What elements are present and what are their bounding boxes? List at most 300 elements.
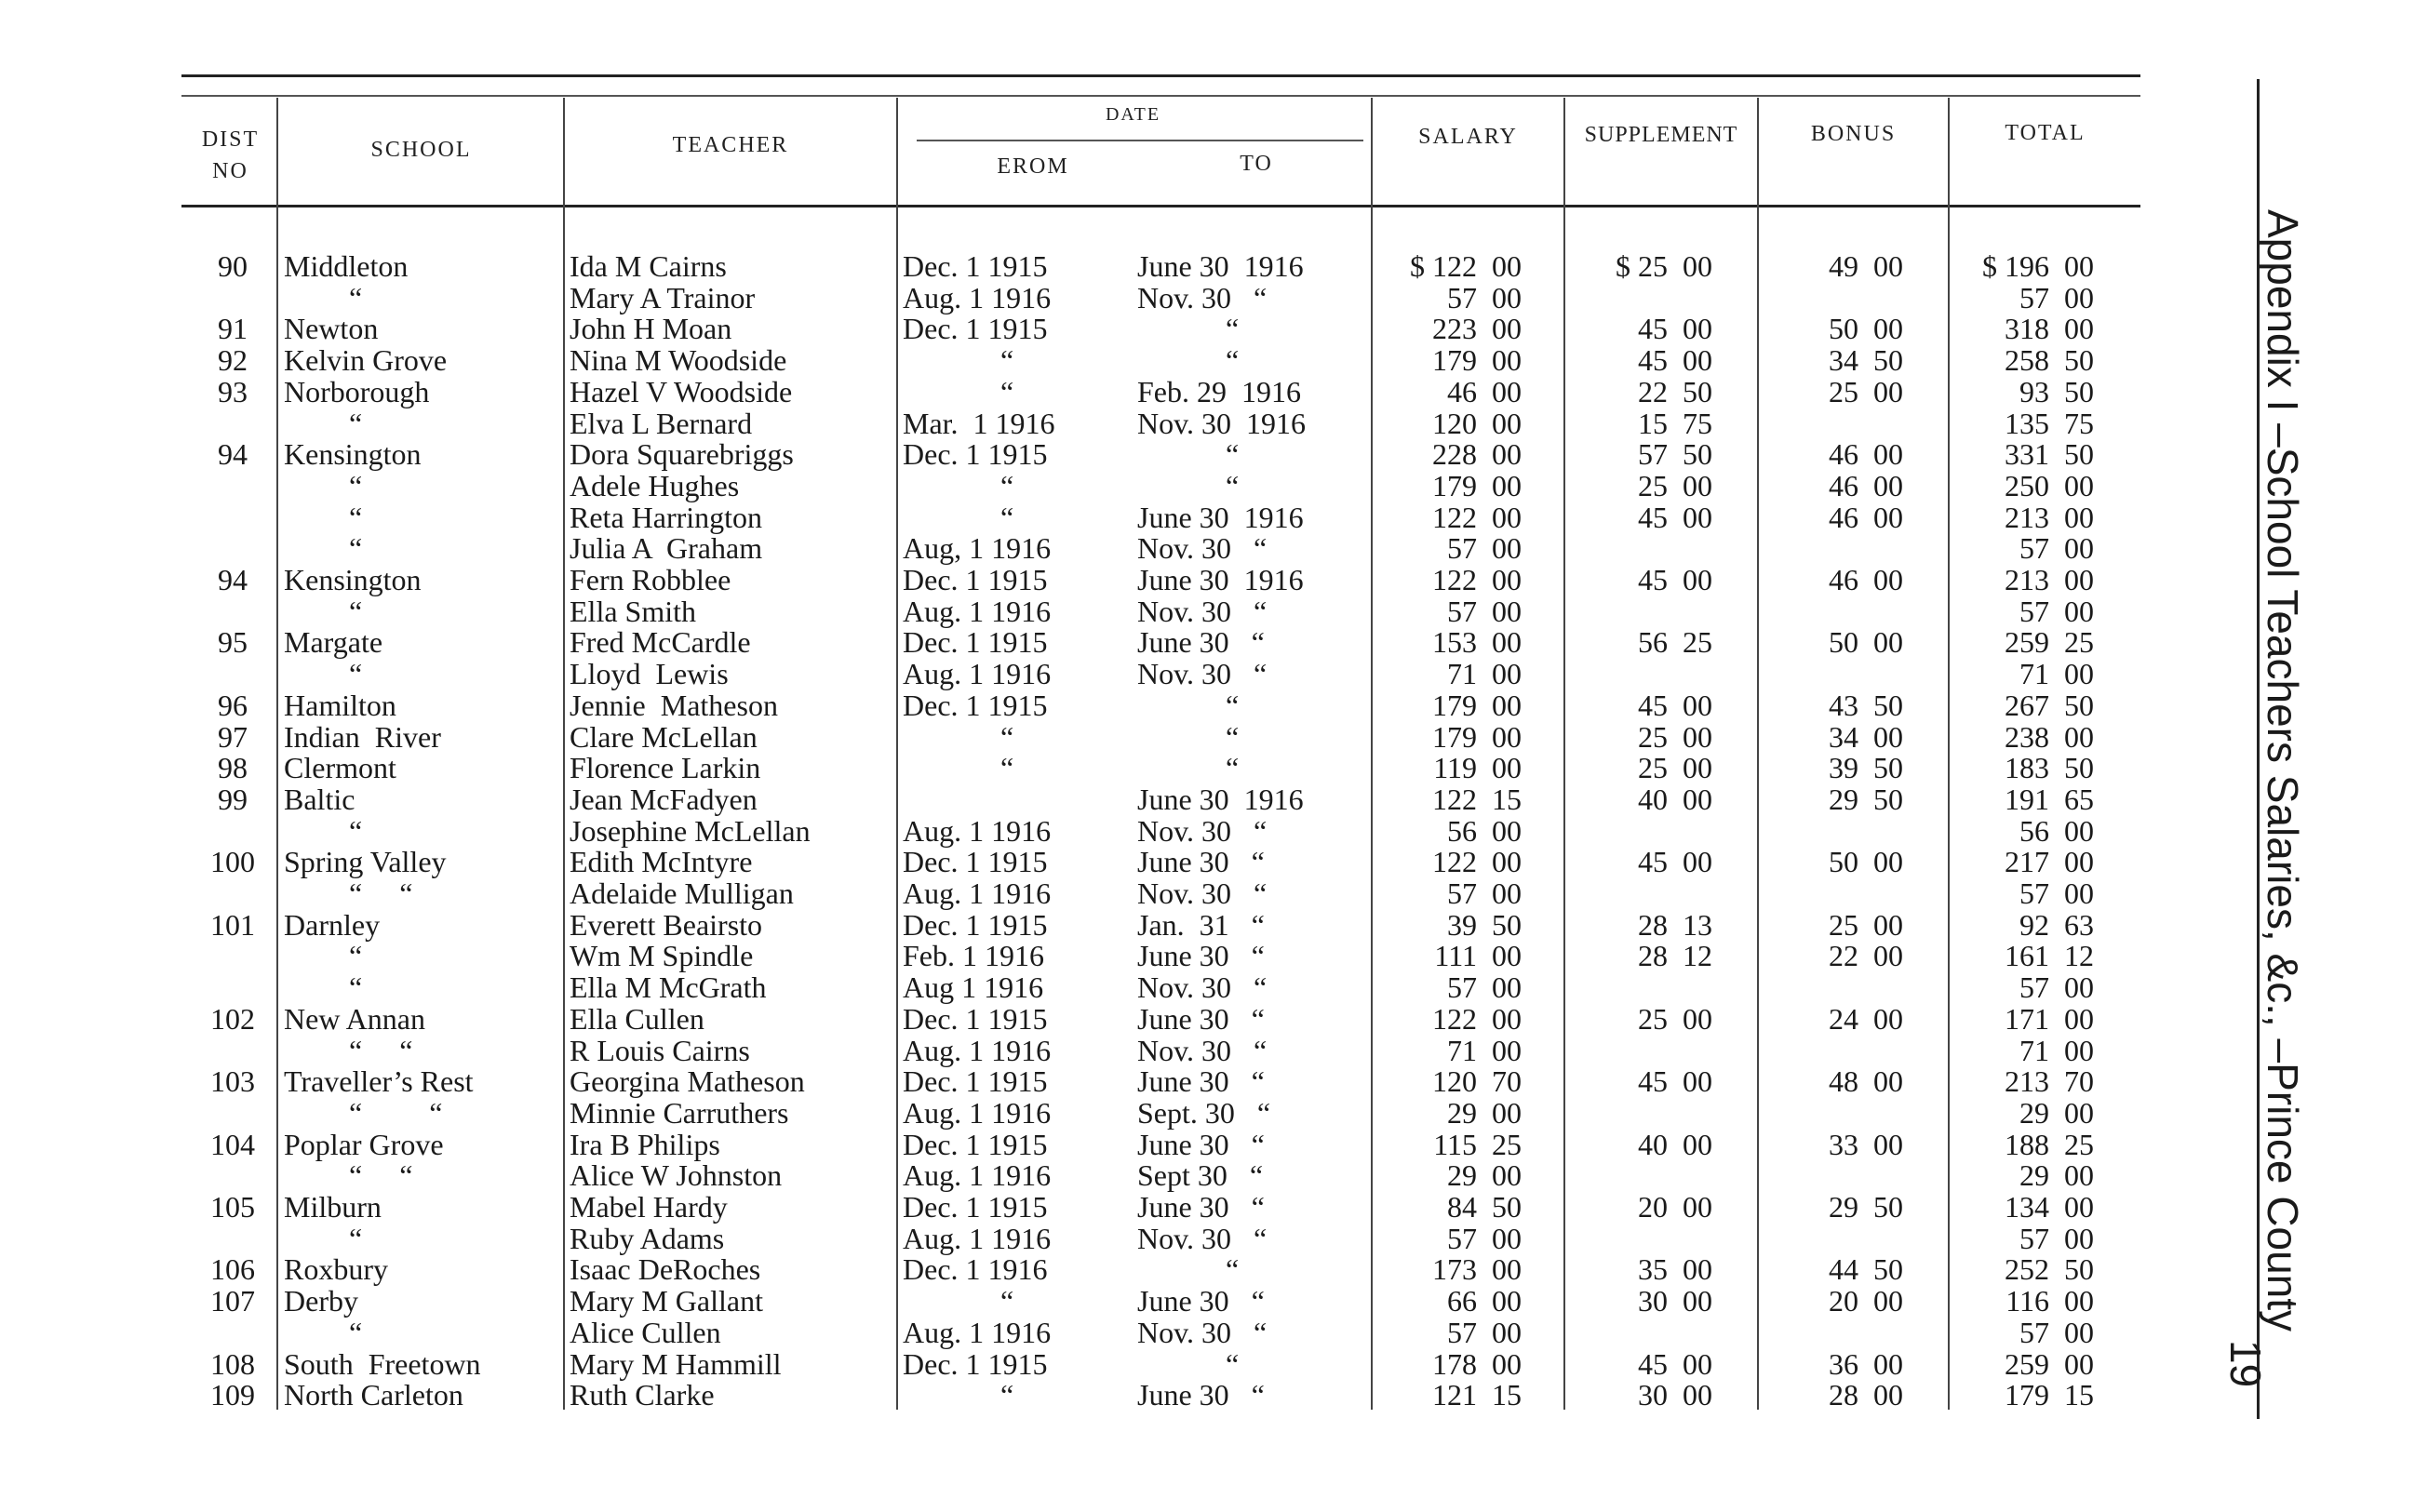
supplement-cell: 25 00 (1638, 719, 1712, 754)
supplement-cell: 30 00 (1638, 1378, 1712, 1412)
total-cell: 171 00 (2005, 1001, 2094, 1036)
dist-cell: 92 (218, 343, 248, 378)
total-cell: 57 00 (2019, 594, 2094, 628)
supplement-cell: 45 00 (1638, 1064, 1712, 1099)
header-total: TOTAL (2005, 121, 2086, 145)
from-date-cell: Dec. 1 1916 (903, 1252, 1048, 1287)
bonus-cell: 33 00 (1829, 1127, 1903, 1161)
dist-cell: 96 (218, 688, 248, 722)
bonus-cell: 49 00 (1829, 249, 1903, 283)
total-cell: 57 00 (2019, 1315, 2094, 1349)
teacher-cell: John H Moan (570, 312, 732, 346)
school-cell: Spring Valley (284, 845, 447, 879)
total-cell: 238 00 (2005, 719, 2094, 754)
total-cell: 213 00 (2005, 500, 2094, 534)
to-date-cell: Nov. 30 “ (1137, 1033, 1268, 1067)
dist-cell: 100 (210, 845, 255, 879)
dist-cell: 104 (210, 1127, 255, 1161)
total-cell: 161 12 (2005, 939, 2094, 973)
from-date-cell: Dec. 1 1915 (903, 437, 1048, 472)
school-cell: “ (349, 1221, 363, 1255)
from-date-cell: Dec. 1 1915 (903, 249, 1048, 283)
from-date-cell: “ (1000, 1378, 1014, 1412)
total-cell: 250 00 (2005, 468, 2094, 502)
header-salary: SALARY (1418, 125, 1518, 149)
header-supplement: SUPPLEMENT (1584, 123, 1738, 147)
school-cell: “ (349, 594, 363, 628)
from-date-cell: Aug. 1 1916 (903, 813, 1052, 848)
school-cell: Milburn (284, 1190, 382, 1224)
total-cell: 258 50 (2005, 343, 2094, 378)
bonus-cell: 29 50 (1829, 1190, 1903, 1224)
dist-cell: 108 (210, 1346, 255, 1381)
total-cell: 57 00 (2019, 1221, 2094, 1255)
school-cell: Traveller’s Rest (284, 1064, 474, 1099)
teacher-cell: Adelaide Mulligan (570, 876, 794, 910)
to-date-cell: Nov. 30 “ (1137, 594, 1268, 628)
bonus-cell: 50 00 (1829, 625, 1903, 660)
total-cell: 29 00 (2019, 1158, 2094, 1193)
school-cell: “ (349, 1315, 363, 1349)
total-cell: $ 196 00 (1982, 249, 2094, 283)
total-cell: 259 25 (2005, 625, 2094, 660)
to-date-cell: “ (1226, 312, 1240, 346)
salary-cell: 178 00 (1432, 1346, 1522, 1381)
bonus-cell: 20 00 (1829, 1284, 1903, 1318)
total-cell: 267 50 (2005, 688, 2094, 722)
to-date-cell: June 30 “ (1137, 1190, 1265, 1224)
supplement-cell: 20 00 (1638, 1190, 1712, 1224)
teacher-cell: Adele Hughes (570, 468, 740, 502)
supplement-cell: $ 25 00 (1616, 249, 1712, 283)
from-date-cell: Aug 1 1916 (903, 970, 1044, 1005)
salary-cell: 120 00 (1432, 406, 1522, 440)
to-date-cell: June 30 “ (1137, 845, 1265, 879)
salary-cell: 71 00 (1447, 1033, 1522, 1067)
school-cell: “ (349, 939, 363, 973)
to-date-cell: “ (1226, 468, 1240, 502)
teacher-cell: Ella Smith (570, 594, 696, 628)
bonus-cell: 28 00 (1829, 1378, 1903, 1412)
supplement-cell: 22 50 (1638, 374, 1712, 408)
supplement-cell: 45 00 (1638, 1346, 1712, 1381)
to-date-cell: June 30 1916 (1137, 782, 1304, 816)
to-date-cell: Nov. 30 “ (1137, 657, 1268, 691)
teacher-cell: Mary A Trainor (570, 280, 756, 314)
to-date-cell: June 30 1916 (1137, 563, 1304, 596)
salary-cell: 119 00 (1433, 751, 1522, 785)
salary-cell: 122 00 (1432, 500, 1522, 534)
teacher-cell: Elva L Bernard (570, 406, 753, 440)
to-date-cell: June 30 “ (1137, 1284, 1265, 1318)
teacher-cell: Dora Squarebriggs (570, 437, 794, 472)
col-sep-1 (276, 98, 278, 1410)
salary-cell: 57 00 (1447, 594, 1522, 628)
col-sep-5 (1563, 98, 1565, 1410)
total-cell: 93 50 (2019, 374, 2094, 408)
teacher-cell: Hazel V Woodside (570, 374, 793, 408)
dist-cell: 98 (218, 751, 248, 785)
from-date-cell: Dec. 1 1915 (903, 312, 1048, 346)
to-date-cell: Nov. 30 1916 (1137, 406, 1307, 440)
bonus-cell: 25 00 (1829, 907, 1903, 942)
teacher-cell: Ella Cullen (570, 1001, 704, 1036)
teacher-cell: Everett Beairsto (570, 907, 763, 942)
total-cell: 183 50 (2005, 751, 2094, 785)
bonus-cell: 46 00 (1829, 468, 1903, 502)
to-date-cell: June 30 “ (1137, 1378, 1265, 1412)
total-cell: 135 75 (2005, 406, 2094, 440)
from-date-cell: Dec. 1 1915 (903, 1190, 1048, 1224)
school-cell: “ “ (349, 876, 413, 910)
school-cell: Middleton (284, 249, 409, 283)
salary-cell: 179 00 (1432, 468, 1522, 502)
teacher-cell: Minnie Carruthers (570, 1095, 789, 1130)
salary-cell: 228 00 (1432, 437, 1522, 472)
teacher-cell: R Louis Cairns (570, 1033, 750, 1067)
to-date-cell: “ (1226, 751, 1240, 785)
dist-cell: 90 (218, 249, 248, 283)
total-cell: 252 50 (2005, 1252, 2094, 1287)
col-sep-7 (1948, 98, 1950, 1410)
to-date-cell: Nov. 30 “ (1137, 531, 1268, 566)
bonus-cell: 25 00 (1829, 374, 1903, 408)
col-sep-6 (1757, 98, 1759, 1410)
salary-cell: 120 70 (1432, 1064, 1522, 1099)
to-date-cell: Nov. 30 “ (1137, 1315, 1268, 1349)
bonus-cell: 46 00 (1829, 563, 1903, 596)
teacher-cell: Florence Larkin (570, 751, 761, 785)
dist-cell: 102 (210, 1001, 255, 1036)
to-date-cell: Nov. 30 “ (1137, 1221, 1268, 1255)
to-date-cell: “ (1226, 437, 1240, 472)
from-date-cell: Aug. 1 1916 (903, 1315, 1052, 1349)
side-title: Appendix I –School Teachers Salaries, &c., –Prince County (2259, 209, 2307, 1332)
teacher-cell: Isaac DeRoches (570, 1252, 761, 1287)
to-date-cell: Sept 30 “ (1137, 1158, 1264, 1193)
to-date-cell: Feb. 29 1916 (1137, 374, 1301, 408)
school-cell: Poplar Grove (284, 1127, 444, 1161)
from-date-cell: “ (1000, 343, 1014, 378)
salary-cell: 223 00 (1432, 312, 1522, 346)
salary-cell: 57 00 (1447, 280, 1522, 314)
header-bonus: BONUS (1810, 122, 1897, 146)
to-date-cell: June 30 1916 (1137, 500, 1304, 534)
to-date-cell: June 30 “ (1137, 939, 1265, 973)
teacher-cell: Ida M Cairns (570, 249, 727, 283)
total-cell: 318 00 (2005, 312, 2094, 346)
dist-cell: 106 (210, 1252, 255, 1287)
total-cell: 57 00 (2019, 876, 2094, 910)
top-rule-2 (181, 95, 2140, 97)
school-cell: Hamilton (284, 688, 396, 722)
total-cell: 213 00 (2005, 563, 2094, 596)
dist-cell: 99 (218, 782, 248, 816)
from-date-cell: Mar. 1 1916 (903, 406, 1055, 440)
school-cell: Kelvin Grove (284, 343, 448, 378)
from-date-cell: Dec. 1 1915 (903, 1127, 1048, 1161)
from-date-cell: Dec. 1 1915 (903, 625, 1048, 660)
bonus-cell: 50 00 (1829, 312, 1903, 346)
total-cell: 57 00 (2019, 531, 2094, 566)
to-date-cell: “ (1226, 1346, 1240, 1381)
school-cell: Roxbury (284, 1252, 388, 1287)
from-date-cell: Feb. 1 1916 (903, 939, 1044, 973)
from-date-cell: Aug. 1 1916 (903, 657, 1052, 691)
total-cell: 92 63 (2019, 907, 2094, 942)
teacher-cell: Mabel Hardy (570, 1190, 728, 1224)
bonus-cell: 39 50 (1829, 751, 1903, 785)
teacher-cell: Ruby Adams (570, 1221, 725, 1255)
dist-cell: 91 (218, 312, 248, 346)
teacher-cell: Reta Harrington (570, 500, 763, 534)
bonus-cell: 34 50 (1829, 343, 1903, 378)
salary-cell: 122 00 (1432, 845, 1522, 879)
to-date-cell: Jan. 31 “ (1137, 907, 1265, 942)
from-date-cell: “ (1000, 374, 1014, 408)
supplement-cell: 28 12 (1638, 939, 1712, 973)
total-cell: 213 70 (2005, 1064, 2094, 1099)
page-number: 19 (2221, 1340, 2270, 1388)
top-rule (181, 74, 2140, 77)
teacher-cell: Alice W Johnston (570, 1158, 783, 1193)
total-cell: 134 00 (2005, 1190, 2094, 1224)
salary-cell: 122 00 (1432, 563, 1522, 596)
school-cell: “ (349, 406, 363, 440)
salary-cell: 57 00 (1447, 970, 1522, 1005)
supplement-cell: 56 25 (1638, 625, 1712, 660)
teacher-cell: Mary M Hammill (570, 1346, 782, 1381)
from-date-cell: Aug. 1 1916 (903, 280, 1052, 314)
to-date-cell: June 30 “ (1137, 1001, 1265, 1036)
total-cell: 57 00 (2019, 280, 2094, 314)
supplement-cell: 28 13 (1638, 907, 1712, 942)
supplement-cell: 57 50 (1638, 437, 1712, 472)
teacher-cell: Fred McCardle (570, 625, 751, 660)
school-cell: “ “ (349, 1158, 413, 1193)
dist-cell: 107 (210, 1284, 255, 1318)
salary-cell: 57 00 (1447, 876, 1522, 910)
from-date-cell: Aug. 1 1916 (903, 594, 1052, 628)
to-date-cell: Nov. 30 “ (1137, 876, 1268, 910)
bonus-cell: 29 50 (1829, 782, 1903, 816)
from-date-cell: Dec. 1 1915 (903, 688, 1048, 722)
teacher-cell: Ella M McGrath (570, 970, 767, 1005)
total-cell: 259 00 (2005, 1346, 2094, 1381)
salary-cell: 71 00 (1447, 657, 1522, 691)
supplement-cell: 45 00 (1638, 845, 1712, 879)
supplement-cell: 35 00 (1638, 1252, 1712, 1287)
from-date-cell: “ (1000, 468, 1014, 502)
supplement-cell: 40 00 (1638, 782, 1712, 816)
supplement-cell: 40 00 (1638, 1127, 1712, 1161)
bonus-cell: 34 00 (1829, 719, 1903, 754)
supplement-cell: 30 00 (1638, 1284, 1712, 1318)
salary-cell: 122 00 (1432, 1001, 1522, 1036)
to-date-cell: Sept. 30 “ (1137, 1095, 1271, 1130)
supplement-cell: 25 00 (1638, 751, 1712, 785)
school-cell: “ (349, 280, 363, 314)
school-cell: “ (349, 657, 363, 691)
bonus-cell: 43 50 (1829, 688, 1903, 722)
supplement-cell: 25 00 (1638, 1001, 1712, 1036)
school-cell: Clermont (284, 751, 396, 785)
school-cell: “ “ (349, 1095, 443, 1130)
salary-cell: 57 00 (1447, 1315, 1522, 1349)
col-sep-3 (896, 98, 898, 1410)
from-date-cell: Dec. 1 1915 (903, 1346, 1048, 1381)
from-date-cell: Aug. 1 1916 (903, 876, 1052, 910)
teacher-cell: Mary M Gallant (570, 1284, 763, 1318)
teacher-cell: Wm M Spindle (570, 939, 754, 973)
to-date-cell: Nov. 30 “ (1137, 280, 1268, 314)
supplement-cell: 15 75 (1638, 406, 1712, 440)
total-cell: 331 50 (2005, 437, 2094, 472)
teacher-cell: Edith McIntyre (570, 845, 753, 879)
dist-cell: 93 (218, 374, 248, 408)
salary-cell: 46 00 (1447, 374, 1522, 408)
header-school: SCHOOL (370, 138, 472, 162)
from-date-cell: “ (1000, 1284, 1014, 1318)
to-date-cell: “ (1226, 719, 1240, 754)
from-date-cell: “ (1000, 719, 1014, 754)
dist-cell: 105 (210, 1190, 255, 1224)
from-date-cell: Dec. 1 1915 (903, 845, 1048, 879)
teacher-cell: Josephine McLellan (570, 813, 811, 848)
teacher-cell: Ruth Clarke (570, 1378, 715, 1412)
supplement-cell: 45 00 (1638, 312, 1712, 346)
school-cell: “ (349, 970, 363, 1005)
teacher-cell: Georgina Matheson (570, 1064, 805, 1099)
bonus-cell: 44 50 (1829, 1252, 1903, 1287)
dist-cell: 109 (210, 1378, 255, 1412)
teacher-cell: Julia A Graham (570, 531, 763, 566)
school-cell: “ (349, 531, 363, 566)
bonus-cell: 24 00 (1829, 1001, 1903, 1036)
dist-cell: 103 (210, 1064, 255, 1099)
teacher-cell: Clare McLellan (570, 719, 758, 754)
teacher-cell: Jean McFadyen (570, 782, 758, 816)
salary-cell: 173 00 (1432, 1252, 1522, 1287)
to-date-cell: Nov. 30 “ (1137, 813, 1268, 848)
supplement-cell: 45 00 (1638, 688, 1712, 722)
school-cell: Derby (284, 1284, 358, 1318)
header-date: DATE (1105, 104, 1161, 125)
header-teacher: TEACHER (672, 133, 789, 157)
teacher-cell: Alice Cullen (570, 1315, 721, 1349)
to-date-cell: June 30 “ (1137, 1127, 1265, 1161)
total-cell: 71 00 (2019, 657, 2094, 691)
from-date-cell: Aug. 1 1916 (903, 1158, 1052, 1193)
from-date-cell: Dec. 1 1915 (903, 907, 1048, 942)
teacher-cell: Nina M Woodside (570, 343, 787, 378)
dist-cell: 101 (210, 907, 255, 942)
school-cell: New Annan (284, 1001, 425, 1036)
dist-cell: 94 (218, 437, 248, 472)
school-cell: Margate (284, 625, 383, 660)
to-date-cell: June 30 “ (1137, 1064, 1265, 1099)
header-from: EROM (997, 154, 1069, 179)
school-cell: “ (349, 813, 363, 848)
school-cell: Indian River (284, 719, 441, 754)
teacher-cell: Ira B Philips (570, 1127, 720, 1161)
from-date-cell: Aug, 1 1916 (903, 531, 1052, 566)
dist-cell: 97 (218, 719, 248, 754)
supplement-cell: 45 00 (1638, 500, 1712, 534)
from-date-cell: “ (1000, 751, 1014, 785)
salary-cell: 115 25 (1433, 1127, 1522, 1161)
to-date-cell: June 30 1916 (1137, 249, 1304, 283)
salary-cell: 153 00 (1432, 625, 1522, 660)
from-date-cell: Aug. 1 1916 (903, 1221, 1052, 1255)
school-cell: Norborough (284, 374, 430, 408)
dist-cell: 94 (218, 563, 248, 596)
salary-cell: 57 00 (1447, 531, 1522, 566)
total-cell: 29 00 (2019, 1095, 2094, 1130)
to-date-cell: Nov. 30 “ (1137, 970, 1268, 1005)
school-cell: “ “ (349, 1033, 413, 1067)
from-date-cell: Dec. 1 1915 (903, 563, 1048, 596)
salary-cell: 179 00 (1432, 343, 1522, 378)
total-cell: 71 00 (2019, 1033, 2094, 1067)
total-cell: 188 25 (2005, 1127, 2094, 1161)
header-to: TO (1240, 152, 1273, 176)
school-cell: Kensington (284, 437, 422, 472)
school-cell: Kensington (284, 563, 422, 596)
bonus-cell: 22 00 (1829, 939, 1903, 973)
supplement-cell: 45 00 (1638, 563, 1712, 596)
school-cell: Darnley (284, 907, 381, 942)
to-date-cell: June 30 “ (1137, 625, 1265, 660)
total-cell: 57 00 (2019, 970, 2094, 1005)
total-cell: 191 65 (2005, 782, 2094, 816)
total-cell: 56 00 (2019, 813, 2094, 848)
from-date-cell: Dec. 1 1915 (903, 1001, 1048, 1036)
salary-cell: 121 15 (1432, 1378, 1522, 1412)
salary-cell: 57 00 (1447, 1221, 1522, 1255)
from-date-cell: Aug. 1 1916 (903, 1095, 1052, 1130)
school-cell: North Carleton (284, 1378, 463, 1412)
bonus-cell: 46 00 (1829, 500, 1903, 534)
to-date-cell: “ (1226, 343, 1240, 378)
bonus-cell: 36 00 (1829, 1346, 1903, 1381)
school-cell: “ (349, 500, 363, 534)
header-dist-no: DIST NO (201, 127, 260, 183)
to-date-cell: “ (1226, 1252, 1240, 1287)
salary-cell: 179 00 (1432, 719, 1522, 754)
dist-cell: 95 (218, 625, 248, 660)
salary-cell: 122 15 (1432, 782, 1522, 816)
school-cell: South Freetown (284, 1346, 481, 1381)
salary-cell: 29 00 (1447, 1158, 1522, 1193)
salary-cell: 111 00 (1434, 939, 1522, 973)
bonus-cell: 46 00 (1829, 437, 1903, 472)
from-date-cell: “ (1000, 500, 1014, 534)
total-cell: 116 00 (2005, 1284, 2094, 1318)
total-cell: 179 15 (2005, 1378, 2094, 1412)
teacher-cell: Lloyd Lewis (570, 657, 729, 691)
salary-cell: 179 00 (1432, 688, 1522, 722)
salary-cell: 29 00 (1447, 1095, 1522, 1130)
from-date-cell: Aug. 1 1916 (903, 1033, 1052, 1067)
from-date-cell: Dec. 1 1915 (903, 1064, 1048, 1099)
school-cell: “ (349, 468, 363, 502)
supplement-cell: 45 00 (1638, 343, 1712, 378)
bonus-cell: 50 00 (1829, 845, 1903, 879)
salary-cell: 56 00 (1447, 813, 1522, 848)
header-rule (181, 205, 2140, 207)
teacher-cell: Fern Robblee (570, 563, 731, 596)
